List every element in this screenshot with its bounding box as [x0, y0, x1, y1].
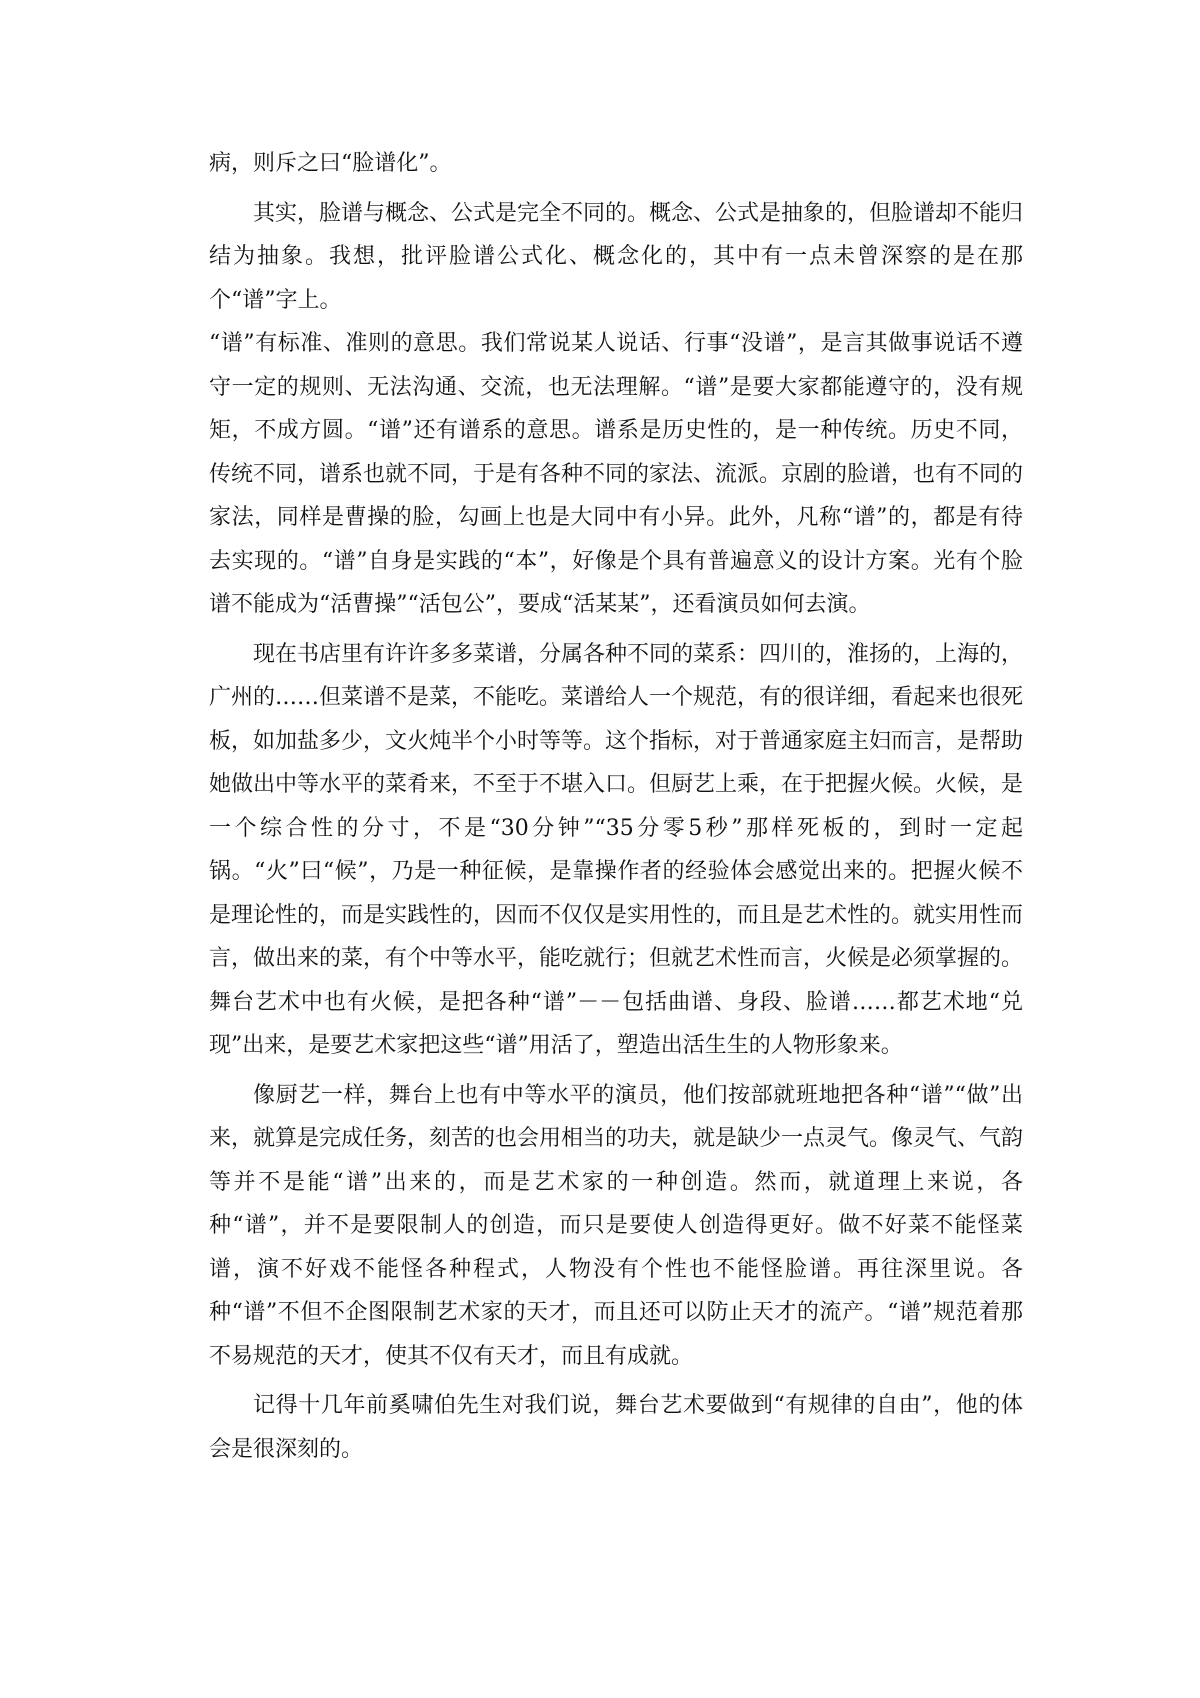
paragraph-conclusion: 记得十几年前奚啸伯先生对我们说，舞台艺术要做到“有规律的自由”，他的体会是很深刻的。 [209, 1393, 1023, 1462]
paragraph-abstraction: 其实，脸谱与概念、公式是完全不同的。概念、公式是抽象的，但脸谱却不能归结为抽象。我想，批评脸谱公式化、概念化的，其中有一点未曾深察的是在那个“谱”字上。 [209, 200, 1024, 313]
paragraph-pu-meaning: “谱”有标准、准则的意思。我们常说某人说话、行事“没谱”，是言其做事说话不遵守一定的规则、无法沟通、交流，也无法理解。“谱”是要大家都能遵守的，没有规矩，不成方圆。“谱”还有谱系的意思。谱系是历史性的，是一种传统。历史不同，传统不同，谱系也就不同，于是有各种不同的家法、流派。京剧的脸谱，也有不同的家法，同样是曹操的脸，勾画上也是大同中有小异。此外，凡称“谱”的，都是有待去实现的。“谱”自身是实践的“本”，好像是个具有普遍意义的设计方案。光有个脸谱不能成为“活曹操”“活包公”，要成“活某某”，还看演员如何去演。 [209, 331, 1024, 617]
paragraph-stage-performers: 像厨艺一样，舞台上也有中等水平的演员，他们按部就班地把各种“谱”“做”出来，就算是完成任务，刻苦的也会用相当的功夫，就是缺少一点灵气。像灵气、气韵等并不是能“谱”出来的，而是艺术家的一种创造。然而，就道理上来说，各种“谱”，并不是要限制人的创造，而只是要使人创造得更好。做不好菜不能怪菜谱，演不好戏不能怪各种程式，人物没有个性也不能怪脸谱。再往深里说。各种“谱”不但不企图限制艺术家的天才，而且还可以防止天才的流产。“谱”规范着那不易规范的天才，使其不仅有天才，而且有成就。 [209, 1082, 1024, 1369]
paragraph-recipes: 现在书店里有许许多多菜谱，分属各种不同的菜系：四川的，淮扬的，上海的，广州的……但菜谱不是菜，不能吃。菜谱给人一个规范，有的很详细，看起来也很死板，如加盐多少，文火炖半个小时等等。这个指标，对于普通家庭主妇而言，是帮助她做出中等水平的菜肴来，不至于不堪入口。但厨艺上乘，在于把握火候。火候，是一个综合性的分寸，不是“30分钟”“35分零5秒”那样死板的，到时一定起锅。“火”曰“候”，乃是一种征候，是靠操作者的经验体会感觉出来的。把握火候不是理论性的，而是实践性的，因而不仅仅是实用性的，而且是艺术性的。就实用性而言，做出来的菜，有个中等水平，能吃就行；但就艺术性而言，火候是必须掌握的。舞台艺术中也有火候，是把各种“谱”－－包括曲谱、身段、脸谱……都艺术地“兑现”出来，是要艺术家把这些“谱”用活了，塑造出活生生的人物形象来。 [209, 641, 1024, 1058]
article-body [209, 142, 1023, 1471]
paragraph-continuation: 病，则斥之曰“脸谱化”。 [209, 151, 452, 176]
